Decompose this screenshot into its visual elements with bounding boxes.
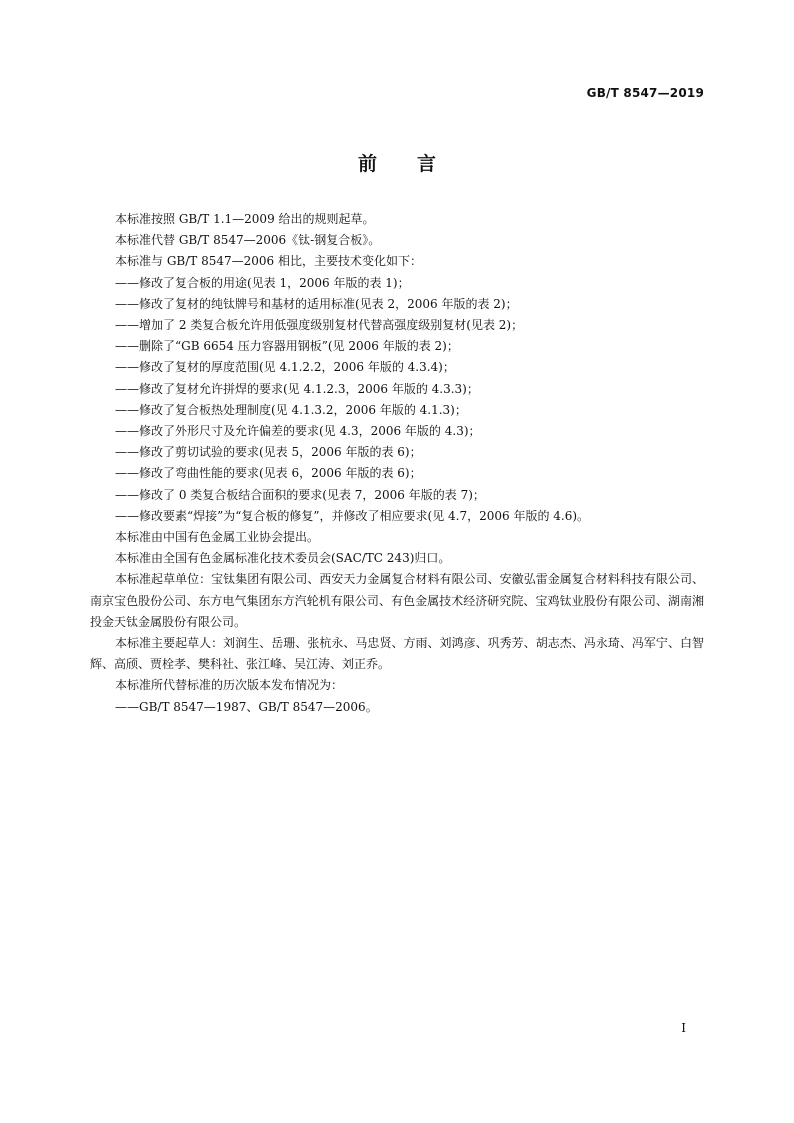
history-list-item: ——GB/T 8547—1987、GB/T 8547—2006。 [115,699,378,714]
paragraph: 本标准由中国有色金属工业协会提出。 [115,530,320,545]
change-list-item: ——删除了“GB 6654 压力容器用钢板”(见 2006 年版的表 2)； [115,339,459,354]
change-list-item: ——修改要素“焊接”为“复合板的修复”，并修改了相应要求(见 4.7，2006 年版的 4.6)。 [115,508,590,523]
paragraph: 本标准代替 GB/T 8547—2006《钛-钢复合板》。 [115,233,381,248]
paragraph: 本标准与 GB/T 8547—2006 相比，主要技术变化如下： [115,254,422,269]
change-list-item: ——修改了弯曲性能的要求(见表 6，2006 年版的表 6)； [115,466,422,481]
drafting-units: 本标准起草单位：宝钛集团有限公司、西安天力金属复合材料有限公司、安徽弘雷金属复合材料科技有限公司、南京宝色股份公司、东方电气集团东方汽轮机有限公司、有色金属技术经济研究院、宝鸡钛业股份有限公司、湖南湘投金天钛金属股份有限公司。 [90,572,704,629]
page-number: I [681,1021,686,1035]
paragraph: 本标准按照 GB/T 1.1—2009 给出的规则起草。 [115,212,375,226]
change-list-item: ——修改了复合板的用途(见表 1，2006 年版的表 1)； [115,275,410,290]
paragraph: 本标准所代替标准的历次版本发布情况为： [115,678,344,693]
change-list-item: ——修改了剪切试验的要求(见表 5，2006 年版的表 6)； [115,445,422,460]
paragraph: 本标准由全国有色金属标准化技术委员会(SAC/TC 243)归口。 [115,551,451,566]
standard-code: GB/T 8547—2019 [586,86,704,100]
change-list-item: ——修改了 0 类复合板结合面积的要求(见表 7，2006 年版的表 7)； [115,487,485,502]
change-list-item: ——增加了 2 类复合板允许用低强度级别复材代替高强度级别复材(见表 2)； [115,318,524,333]
foreword-body [90,209,704,718]
change-list-item: ——修改了复材允许拼焊的要求(见 4.1.2.3，2006 年版的 4.3.3)； [115,381,479,396]
change-list-item: ——修改了复材的纯钛牌号和基材的适用标准(见表 2，2006 年版的表 2)； [115,296,518,311]
main-drafters: 本标准主要起草人：刘润生、岳珊、张杭永、马忠贤、方雨、刘鸿彦、巩秀芳、胡志杰、冯永琦、冯军宁、白智辉、高颀、贾栓孝、樊科社、张江峰、吴江涛、刘正乔。 [90,636,704,672]
change-list-item: ——修改了外形尺寸及允许偏差的要求(见 4.3，2006 年版的 4.3)； [115,424,481,439]
change-list-item: ——修改了复材的厚度范围(见 4.1.2.2，2006 年版的 4.3.4)； [115,360,455,375]
page-title: 前言 [357,153,476,175]
change-list-item: ——修改了复合板热处理制度(见 4.1.3.2，2006 年版的 4.1.3)； [115,402,467,417]
